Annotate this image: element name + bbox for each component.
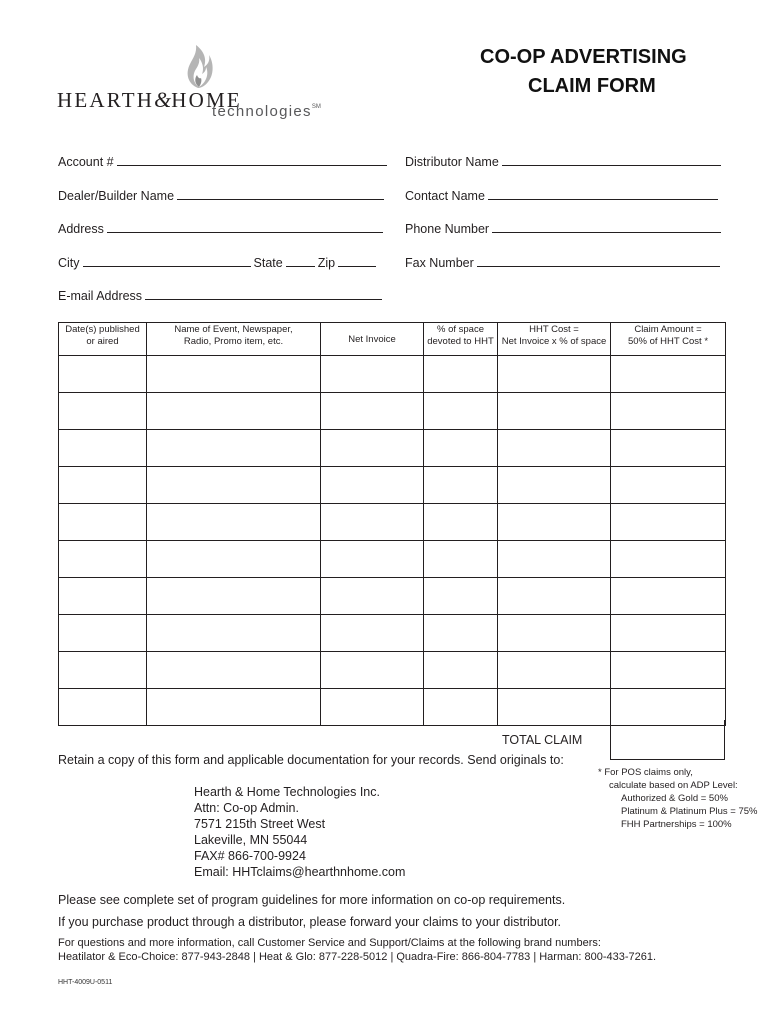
table-cell[interactable] <box>147 356 321 393</box>
header-claim-line1: Claim Amount = <box>634 324 702 335</box>
total-claim-box[interactable] <box>610 720 725 760</box>
address-input-line[interactable] <box>107 222 383 233</box>
city-state-zip-row <box>58 256 379 270</box>
table-cell[interactable] <box>424 541 498 578</box>
form-code: HHT-4009U-0511 <box>58 979 113 986</box>
zip-input-line[interactable] <box>338 256 376 267</box>
guidelines-note: Please see complete set of program guidelines for more information on co-op requirements. <box>58 893 566 907</box>
dealer-builder-name-input-line[interactable] <box>177 189 384 200</box>
table-row <box>59 615 726 652</box>
table-cell[interactable] <box>147 467 321 504</box>
table-row <box>59 652 726 689</box>
table-cell[interactable] <box>611 430 726 467</box>
header-net-invoice-label: Net Invoice <box>348 333 396 345</box>
claim-table <box>58 322 726 726</box>
table-cell[interactable] <box>321 504 424 541</box>
table-cell[interactable] <box>611 652 726 689</box>
header-event-line1: Name of Event, Newspaper, <box>174 324 293 335</box>
table-cell[interactable] <box>498 615 611 652</box>
table-cell[interactable] <box>611 504 726 541</box>
table-row <box>59 356 726 393</box>
table-cell[interactable] <box>498 430 611 467</box>
table-cell[interactable] <box>498 578 611 615</box>
table-cell[interactable] <box>321 430 424 467</box>
mailing-city: Lakeville, MN 55044 <box>194 833 308 847</box>
form-title-line2: CLAIM FORM <box>528 75 656 97</box>
fax-number-label: Fax Number <box>405 256 474 270</box>
header-dates-line1: Date(s) published <box>65 324 140 335</box>
table-cell[interactable] <box>321 393 424 430</box>
table-cell[interactable] <box>611 615 726 652</box>
header-dates <box>59 323 147 356</box>
header-hht-cost-line1: HHT Cost = <box>529 324 579 335</box>
distributor-name-field[interactable] <box>405 155 724 169</box>
table-cell[interactable] <box>59 578 147 615</box>
table-cell[interactable] <box>424 615 498 652</box>
table-cell[interactable] <box>498 467 611 504</box>
header-net-invoice <box>321 323 424 356</box>
account-label: Account # <box>58 155 114 169</box>
table-row <box>59 430 726 467</box>
table-cell[interactable] <box>424 689 498 726</box>
table-cell[interactable] <box>321 615 424 652</box>
logo-subtitle <box>212 103 321 120</box>
zip-label: Zip <box>317 256 336 270</box>
footnote-line1: * For POS claims only, <box>598 767 693 778</box>
state-label: State <box>253 256 283 270</box>
dealer-builder-name-field[interactable] <box>58 189 387 203</box>
table-cell[interactable] <box>59 615 147 652</box>
email-address-input-line[interactable] <box>145 289 382 300</box>
table-cell[interactable] <box>424 467 498 504</box>
table-cell[interactable] <box>611 393 726 430</box>
phone-number-field[interactable] <box>405 222 724 236</box>
header-event-line2: Radio, Promo item, etc. <box>183 336 284 347</box>
table-row <box>59 578 726 615</box>
table-cell[interactable] <box>498 504 611 541</box>
distributor-name-label: Distributor Name <box>405 155 499 169</box>
table-row <box>59 504 726 541</box>
header-claim-amount <box>611 323 726 356</box>
header-percent-space <box>424 323 498 356</box>
table-row <box>59 541 726 578</box>
table-cell[interactable] <box>59 652 147 689</box>
retain-instructions: Retain a copy of this form and applicable documentation for your records. Send originals to: <box>58 753 564 767</box>
table-cell[interactable] <box>498 541 611 578</box>
table-cell[interactable] <box>321 356 424 393</box>
table-cell[interactable] <box>59 689 147 726</box>
distributor-name-input-line[interactable] <box>502 155 721 166</box>
logo-word-home: HOME <box>171 88 242 112</box>
footnote-line5: FHH Partnerships = 100% <box>621 819 732 830</box>
table-cell[interactable] <box>147 541 321 578</box>
table-cell[interactable] <box>321 652 424 689</box>
footnote-line2: calculate based on ADP Level: <box>609 780 738 791</box>
account-field[interactable] <box>58 155 390 169</box>
address-field[interactable] <box>58 222 386 236</box>
table-cell[interactable] <box>611 578 726 615</box>
city-label: City <box>58 256 80 270</box>
table-cell[interactable] <box>147 652 321 689</box>
contact-name-label: Contact Name <box>405 189 485 203</box>
form-title-line1: CO-OP ADVERTISING <box>480 46 687 68</box>
fax-number-field[interactable] <box>405 256 723 270</box>
table-cell[interactable] <box>498 356 611 393</box>
logo-word-hearth: HEARTH <box>57 88 155 112</box>
table-cell[interactable] <box>424 393 498 430</box>
table-cell[interactable] <box>424 430 498 467</box>
table-cell[interactable] <box>147 689 321 726</box>
table-cell[interactable] <box>147 430 321 467</box>
fax-number-input-line[interactable] <box>477 256 720 267</box>
header-hht-cost-line2: Net Invoice x % of space <box>501 336 607 347</box>
distributor-note: If you purchase product through a distributor, please forward your claims to your distributor. <box>58 915 562 929</box>
table-cell[interactable] <box>147 578 321 615</box>
table-cell[interactable] <box>498 652 611 689</box>
table-cell[interactable] <box>498 393 611 430</box>
table-cell[interactable] <box>59 467 147 504</box>
account-input-line[interactable] <box>117 155 387 166</box>
mailing-street: 7571 215th Street West <box>194 817 326 831</box>
mailing-attn: Attn: Co-op Admin. <box>194 801 299 815</box>
table-cell[interactable] <box>147 615 321 652</box>
table-cell[interactable] <box>59 504 147 541</box>
table-cell[interactable] <box>321 689 424 726</box>
total-claim-label: TOTAL CLAIM <box>502 733 583 747</box>
header-dates-line2: or aired <box>86 336 119 347</box>
table-row <box>59 393 726 430</box>
header-hht-cost <box>498 323 611 356</box>
city-input-line[interactable] <box>83 256 251 267</box>
table-cell[interactable] <box>59 356 147 393</box>
table-cell[interactable] <box>59 541 147 578</box>
mailing-fax: FAX# 866-700-9924 <box>194 849 306 863</box>
phone-number-input-line[interactable] <box>492 222 721 233</box>
mailing-email: Email: HHTclaims@hearthnhome.com <box>194 865 406 879</box>
brand-phone-numbers: Heatilator & Eco-Choice: 877-943-2848 | Heat & Glo: 877-228-5012 | Quadra-Fire: 866-804-7783 | Harman: 800-433-7261. <box>58 951 657 963</box>
email-address-label: E-mail Address <box>58 289 143 303</box>
table-row <box>59 467 726 504</box>
table-cell[interactable] <box>321 578 424 615</box>
logo-trademark: SM <box>311 104 321 110</box>
address-label: Address <box>58 222 104 236</box>
table-cell[interactable] <box>59 430 147 467</box>
header-event-name <box>147 323 321 356</box>
header-percent-line2: devoted to HHT <box>427 336 494 347</box>
footnote-line3: Authorized & Gold = 50% <box>621 793 728 804</box>
table-cell[interactable] <box>59 393 147 430</box>
logo-ampersand: & <box>154 87 172 112</box>
table-cell[interactable] <box>424 652 498 689</box>
table-cell[interactable] <box>321 467 424 504</box>
table-cell[interactable] <box>611 467 726 504</box>
footnote-line4: Platinum & Platinum Plus = 75% <box>621 806 758 817</box>
table-cell[interactable] <box>611 356 726 393</box>
logo-subtitle-text: technologies <box>212 103 312 120</box>
table-cell[interactable] <box>321 541 424 578</box>
phone-number-label: Phone Number <box>405 222 490 236</box>
email-address-field[interactable] <box>58 289 385 303</box>
mailing-company: Hearth & Home Technologies Inc. <box>194 785 380 799</box>
header-percent-line1: % of space <box>437 324 484 335</box>
table-header-row <box>59 323 726 356</box>
table-cell[interactable] <box>147 393 321 430</box>
contact-name-input-line[interactable] <box>488 189 718 200</box>
dealer-builder-name-label: Dealer/Builder Name <box>58 189 175 203</box>
table-cell[interactable] <box>424 356 498 393</box>
table-cell[interactable] <box>424 504 498 541</box>
state-input-line[interactable] <box>286 256 315 267</box>
table-cell[interactable] <box>611 541 726 578</box>
header-claim-line2: 50% of HHT Cost * <box>627 336 709 347</box>
table-cell[interactable] <box>147 504 321 541</box>
table-cell[interactable] <box>498 689 611 726</box>
questions-note: For questions and more information, call Customer Service and Support/Claims at the following brand numbers: <box>58 937 601 949</box>
contact-name-field[interactable] <box>405 189 721 203</box>
table-cell[interactable] <box>424 578 498 615</box>
flame-icon <box>184 44 214 90</box>
